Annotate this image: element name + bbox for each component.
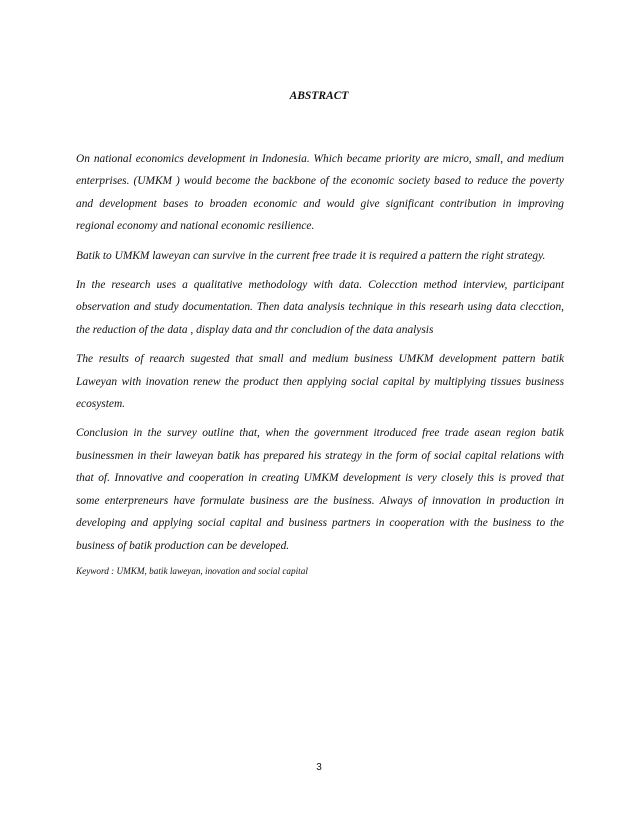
page-number: 3 <box>316 762 322 773</box>
abstract-paragraph-1: On national economics development in Indonesia. Which became priority are micro, small, and medium enterprises. (UMKM ) would become the backbone of the economic society based to reduce the poverty and development bases to broaden economic and would give significant contribution in improving regional economy and national economic resilience. <box>76 153 564 233</box>
keywords-line: Keyword : UMKM, batik laweyan, inovation and social capital <box>76 565 308 576</box>
abstract-paragraph-5: Conclusion in the survey outline that, when the government itroduced free trade asean region batik businessmen in their laweyan batik has prepared his strategy in the form of social capital relations with that of. Innovative and cooperation in creating UMKM development is very closely this is proved that some enterpreneurs have formulate business are the business. Always of innovation in production in developing and applying social capital and business partners in cooperation with the business to the business of batik production can be developed. <box>76 427 564 552</box>
abstract-paragraph-4: The results of reaarch sugested that small and medium business UMKM development pattern batik Laweyan with inovation renew the product then applying social capital by multiplying tissues business ecosystem. <box>76 353 564 411</box>
abstract-body <box>76 148 564 578</box>
abstract-title: ABSTRACT <box>289 90 349 102</box>
abstract-paragraph-2: Batik to UMKM laweyan can survive in the current free trade it is required a pattern the right strategy. <box>76 249 546 262</box>
abstract-paragraph-3: In the research uses a qualitative methodology with data. Colecction method interview, participant observation and study documentation. Then data analysis technique in this researh using data clecction, the reduction of the data , display data and thr concludion of the data analysis <box>76 279 564 336</box>
